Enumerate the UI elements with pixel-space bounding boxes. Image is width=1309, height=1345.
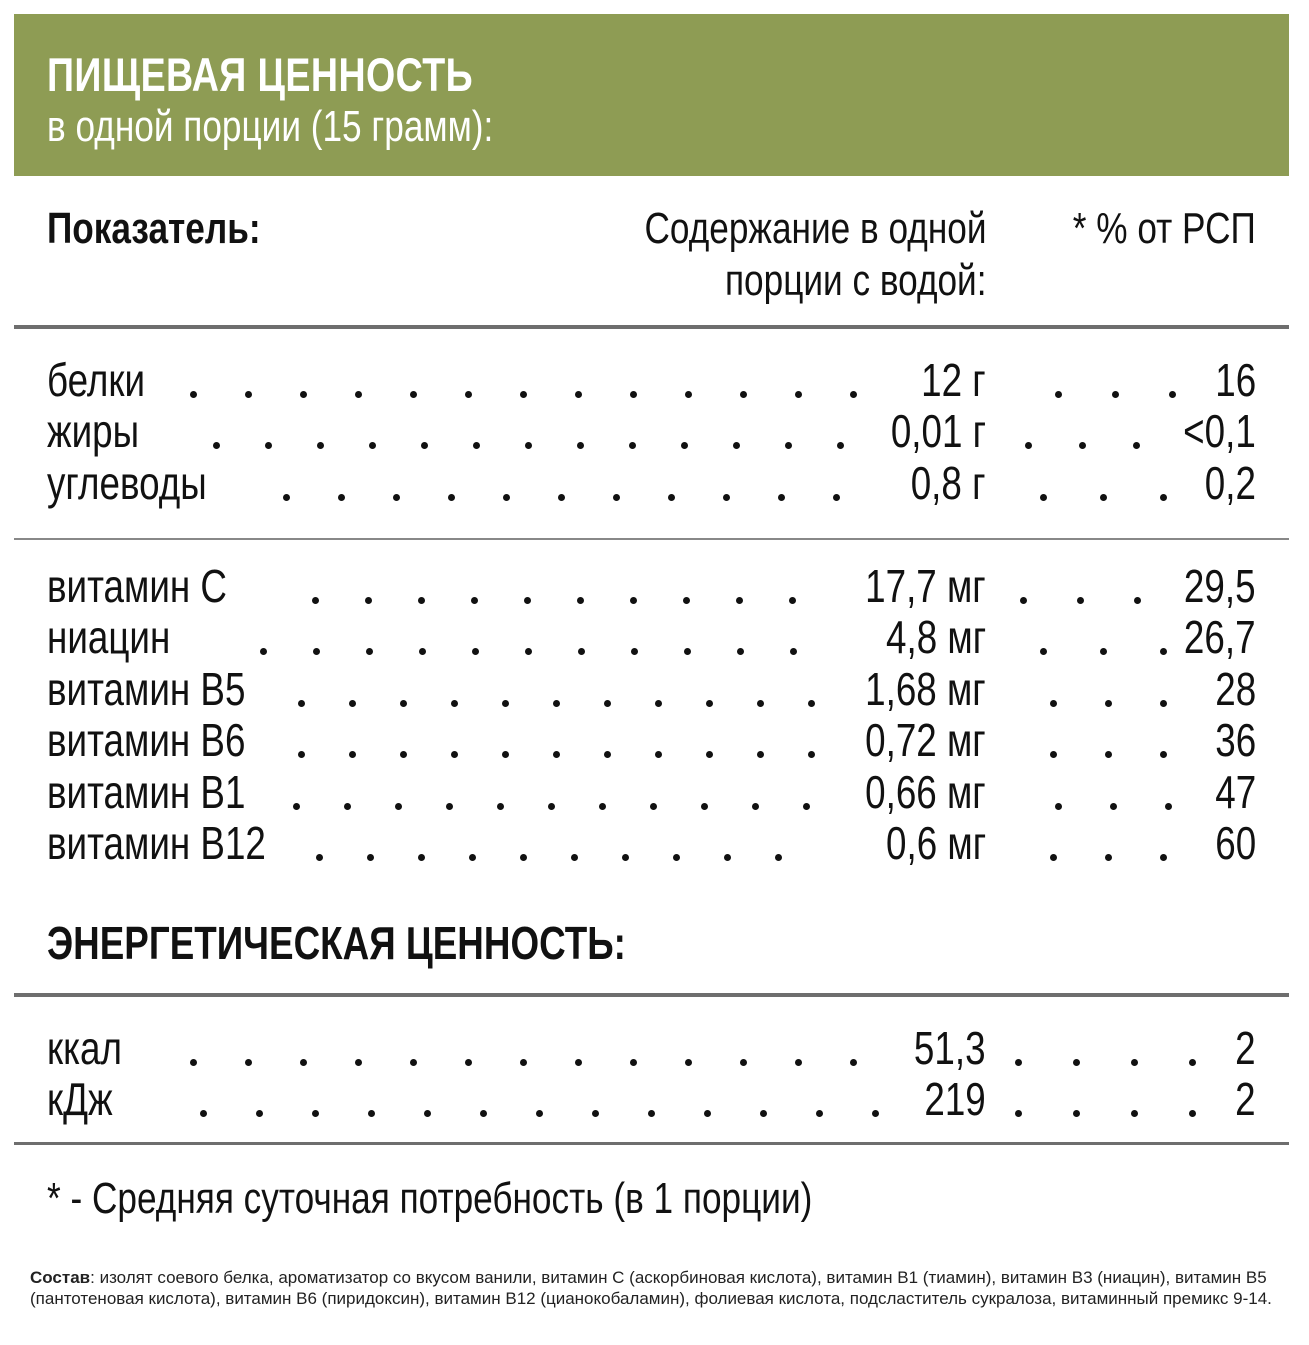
- leader-dot: [446, 803, 453, 810]
- leader-dot: [355, 391, 362, 398]
- leader-dot: [1015, 1110, 1022, 1117]
- nutrient-amount: 1,68 мг: [865, 663, 986, 715]
- leader-dot: [795, 1059, 802, 1066]
- leader-dot: [502, 700, 509, 707]
- nutrient-amount: 219: [924, 1073, 986, 1125]
- leader-dot: [724, 854, 731, 861]
- leader-dot: [577, 442, 584, 449]
- nutrient-percent: 2: [1235, 1073, 1256, 1125]
- leader-dot: [629, 442, 636, 449]
- leader-dot: [1073, 1110, 1080, 1117]
- leader-dot: [684, 648, 691, 655]
- leader-dot: [1050, 700, 1057, 707]
- nutrient-amount: 0,6 мг: [885, 817, 986, 869]
- leader-dot: [630, 597, 637, 604]
- leader-dot: [630, 391, 637, 398]
- leader-dot: [706, 751, 713, 758]
- leader-dot: [471, 597, 478, 604]
- leader-dot: [293, 803, 300, 810]
- leader-dot: [520, 391, 527, 398]
- composition-text: [30, 1267, 1280, 1309]
- leader-dot: [312, 597, 319, 604]
- leader-dot: [1020, 597, 1027, 604]
- leader-dot: [816, 1110, 823, 1117]
- divider-header: [14, 325, 1289, 329]
- leader-dot: [1133, 442, 1140, 449]
- leader-dot: [837, 442, 844, 449]
- leader-dot: [424, 1110, 431, 1117]
- leader-dot: [548, 803, 555, 810]
- leader-dot: [480, 1110, 487, 1117]
- leader-dot: [704, 1110, 711, 1117]
- leader-dot: [673, 854, 680, 861]
- leader-dot: [1105, 751, 1112, 758]
- leader-dot: [685, 1059, 692, 1066]
- nutrient-amount: 4,8 мг: [885, 611, 986, 663]
- nutrient-percent: 47: [1215, 766, 1256, 818]
- leader-dot: [448, 494, 455, 501]
- leader-dot: [553, 700, 560, 707]
- leader-dot: [393, 494, 400, 501]
- nutrient-row: [0, 560, 1309, 612]
- leader-dot: [740, 1059, 747, 1066]
- leader-dot: [872, 1110, 879, 1117]
- leader-dot: [1160, 648, 1167, 655]
- energy-title: ЭНЕРГЕТИЧЕСКАЯ ЦЕННОСТЬ:: [47, 917, 626, 969]
- leader-dot: [410, 391, 417, 398]
- leader-dot: [368, 1110, 375, 1117]
- nutrient-name: жиры: [47, 405, 140, 457]
- leader-dot: [808, 700, 815, 707]
- nutrient-percent: <0,1: [1183, 405, 1256, 457]
- nutrient-name: витамин С: [47, 560, 227, 612]
- nutrient-name: белки: [47, 354, 146, 406]
- leader-dot: [497, 803, 504, 810]
- leader-dot: [1160, 700, 1167, 707]
- leader-dot: [472, 648, 479, 655]
- leader-dot: [213, 442, 220, 449]
- leader-dot: [256, 1110, 263, 1117]
- leader-dot: [190, 1059, 197, 1066]
- composition-body: : изолят соевого белка, ароматизатор со вкусом ванили, витамин С (аскорбиновая кислота), витамин В1 (тиамин), витамин В3 (ниацин), витамин В5 (пантотеновая кислота), витамин В6 (пиридоксин), витамин В12 (цианокобаламин), фолиевая кислота, подсластитель сукралоза, витаминный премикс 9-14.: [30, 1268, 1272, 1308]
- leader-dot: [300, 391, 307, 398]
- nutrient-percent: 28: [1215, 663, 1256, 715]
- leader-dot: [1189, 1110, 1196, 1117]
- leader-dot: [520, 1059, 527, 1066]
- nutrient-row: [0, 1022, 1309, 1074]
- leader-dot: [553, 751, 560, 758]
- leader-dot: [451, 751, 458, 758]
- leader-dot: [349, 751, 356, 758]
- leader-dot: [1050, 751, 1057, 758]
- leader-dot: [578, 648, 585, 655]
- leader-dot: [419, 648, 426, 655]
- leader-dot: [778, 494, 785, 501]
- leader-dot: [366, 648, 373, 655]
- nutrient-percent: 26,7: [1184, 611, 1256, 663]
- leader-dot: [790, 648, 797, 655]
- nutrient-name: витамин В1: [47, 766, 246, 818]
- leader-dot: [338, 494, 345, 501]
- leader-dot: [245, 391, 252, 398]
- leader-dot: [850, 1059, 857, 1066]
- leader-dot: [1040, 648, 1047, 655]
- leader-dot: [1134, 597, 1141, 604]
- leader-dot: [1160, 854, 1167, 861]
- leader-dot: [1040, 494, 1047, 501]
- leader-dot: [245, 1059, 252, 1066]
- nutrient-name: витамин В6: [47, 714, 246, 766]
- leader-dot: [808, 751, 815, 758]
- leader-dot: [1050, 854, 1057, 861]
- leader-dot: [631, 648, 638, 655]
- leader-dot: [757, 751, 764, 758]
- leader-dot: [317, 442, 324, 449]
- divider-macros: [14, 538, 1289, 540]
- leader-dot: [592, 1110, 599, 1117]
- leader-dot: [1073, 1059, 1080, 1066]
- leader-dot: [265, 442, 272, 449]
- nutrient-amount: 0,8 г: [911, 457, 986, 509]
- leader-dot: [655, 700, 662, 707]
- leader-dot: [473, 442, 480, 449]
- leader-dot: [298, 700, 305, 707]
- leader-dot: [604, 751, 611, 758]
- leader-dot: [558, 494, 565, 501]
- leader-dot: [1165, 803, 1172, 810]
- leader-dot: [1131, 1059, 1138, 1066]
- leader-dot: [1100, 494, 1107, 501]
- leader-dot: [571, 854, 578, 861]
- leader-dot: [668, 494, 675, 501]
- nutrient-amount: 12 г: [921, 354, 986, 406]
- leader-dot: [648, 1110, 655, 1117]
- leader-dot: [200, 1110, 207, 1117]
- nutrient-row: [0, 457, 1309, 509]
- nutrient-name: ккал: [47, 1022, 122, 1074]
- leader-dot: [723, 494, 730, 501]
- leader-dot: [1131, 1110, 1138, 1117]
- nutrient-name: кДж: [47, 1073, 113, 1125]
- nutrient-row: [0, 1073, 1309, 1125]
- leader-dot: [733, 442, 740, 449]
- nutrient-percent: 2: [1235, 1022, 1256, 1074]
- divider-bottom: [14, 1142, 1289, 1145]
- leader-dot: [536, 1110, 543, 1117]
- leader-dot: [795, 391, 802, 398]
- leader-dot: [465, 391, 472, 398]
- nutrient-name: витамин В12: [47, 817, 266, 869]
- leader-dot: [260, 648, 267, 655]
- leader-dot: [701, 803, 708, 810]
- nutrient-amount: 51,3: [914, 1022, 986, 1074]
- leader-dot: [575, 1059, 582, 1066]
- leader-dot: [369, 442, 376, 449]
- leader-dot: [575, 391, 582, 398]
- leader-dot: [1100, 648, 1107, 655]
- leader-dot: [681, 442, 688, 449]
- nutrient-amount: 17,7 мг: [865, 560, 986, 612]
- leader-dot: [752, 803, 759, 810]
- leader-dot: [503, 494, 510, 501]
- leader-dot: [469, 854, 476, 861]
- column-header-rsp: * % от РСП: [1072, 204, 1256, 253]
- leader-dot: [833, 494, 840, 501]
- leader-dot: [1160, 751, 1167, 758]
- leader-dot: [1169, 391, 1176, 398]
- nutrient-name: витамин В5: [47, 663, 246, 715]
- nutrient-percent: 29,5: [1184, 560, 1256, 612]
- leader-dot: [300, 1059, 307, 1066]
- leader-dot: [465, 1059, 472, 1066]
- leader-dot: [1105, 700, 1112, 707]
- leader-dot: [367, 854, 374, 861]
- leader-dot: [418, 854, 425, 861]
- leader-dot: [760, 1110, 767, 1117]
- leader-dot: [622, 854, 629, 861]
- leader-dot: [1105, 854, 1112, 861]
- leader-dot: [650, 803, 657, 810]
- leader-dot: [451, 700, 458, 707]
- nutrient-name: ниацин: [47, 611, 171, 663]
- leader-dot: [520, 854, 527, 861]
- leader-dot: [775, 854, 782, 861]
- leader-dot: [803, 803, 810, 810]
- leader-dot: [344, 803, 351, 810]
- nutrient-amount: 0,01 г: [890, 405, 986, 457]
- leader-dot: [395, 803, 402, 810]
- nutrient-amount: 0,66 мг: [865, 766, 986, 818]
- nutrient-row: [0, 714, 1309, 766]
- leader-dot: [365, 597, 372, 604]
- nutrient-row: [0, 611, 1309, 663]
- column-header-indicator: Показатель:: [47, 204, 261, 253]
- footnote: * - Средняя суточная потребность (в 1 порции): [47, 1174, 813, 1223]
- nutrient-row: [0, 817, 1309, 869]
- leader-dot: [685, 391, 692, 398]
- leader-dot: [785, 442, 792, 449]
- leader-dot: [316, 854, 323, 861]
- leader-dot: [1025, 442, 1032, 449]
- nutrient-amount: 0,72 мг: [865, 714, 986, 766]
- leader-dot: [789, 597, 796, 604]
- leader-dot: [524, 597, 531, 604]
- leader-dot: [1077, 597, 1084, 604]
- leader-dot: [400, 700, 407, 707]
- leader-dot: [737, 648, 744, 655]
- nutrient-row: [0, 766, 1309, 818]
- nutrient-name: углеводы: [47, 457, 207, 509]
- composition-label: Состав: [30, 1268, 91, 1287]
- leader-dot: [613, 494, 620, 501]
- header-subtitle: в одной порции (15 грамм):: [47, 102, 494, 151]
- leader-dot: [355, 1059, 362, 1066]
- leader-dot: [1015, 1059, 1022, 1066]
- header-banner: [14, 14, 1289, 176]
- nutrient-percent: 0,2: [1204, 457, 1256, 509]
- leader-dot: [1110, 803, 1117, 810]
- leader-dot: [298, 751, 305, 758]
- nutrient-row: [0, 663, 1309, 715]
- nutrient-row: [0, 405, 1309, 457]
- leader-dot: [312, 1110, 319, 1117]
- leader-dot: [1160, 494, 1167, 501]
- header-title: ПИЩЕВАЯ ЦЕННОСТЬ: [47, 48, 474, 101]
- leader-dot: [283, 494, 290, 501]
- leader-dot: [1055, 803, 1062, 810]
- leader-dot: [1079, 442, 1086, 449]
- leader-dot: [604, 700, 611, 707]
- leader-dot: [736, 597, 743, 604]
- nutrient-percent: 16: [1215, 354, 1256, 406]
- leader-dot: [525, 442, 532, 449]
- nutrient-row: [0, 354, 1309, 406]
- leader-dot: [1189, 1059, 1196, 1066]
- leader-dot: [525, 648, 532, 655]
- leader-dot: [1055, 391, 1062, 398]
- leader-dot: [757, 700, 764, 707]
- leader-dot: [683, 597, 690, 604]
- leader-dot: [400, 751, 407, 758]
- leader-dot: [599, 803, 606, 810]
- leader-dot: [418, 597, 425, 604]
- leader-dot: [410, 1059, 417, 1066]
- leader-dot: [190, 391, 197, 398]
- nutrient-percent: 36: [1215, 714, 1256, 766]
- leader-dot: [577, 597, 584, 604]
- divider-energy: [14, 993, 1289, 997]
- leader-dot: [630, 1059, 637, 1066]
- leader-dot: [349, 700, 356, 707]
- leader-dot: [421, 442, 428, 449]
- leader-dot: [706, 700, 713, 707]
- leader-dot: [655, 751, 662, 758]
- leader-dot: [740, 391, 747, 398]
- leader-dot: [1112, 391, 1119, 398]
- leader-dot: [850, 391, 857, 398]
- leader-dot: [502, 751, 509, 758]
- leader-dot: [313, 648, 320, 655]
- nutrient-percent: 60: [1215, 817, 1256, 869]
- column-header-content: Содержание в одной порции с водой:: [644, 204, 986, 305]
